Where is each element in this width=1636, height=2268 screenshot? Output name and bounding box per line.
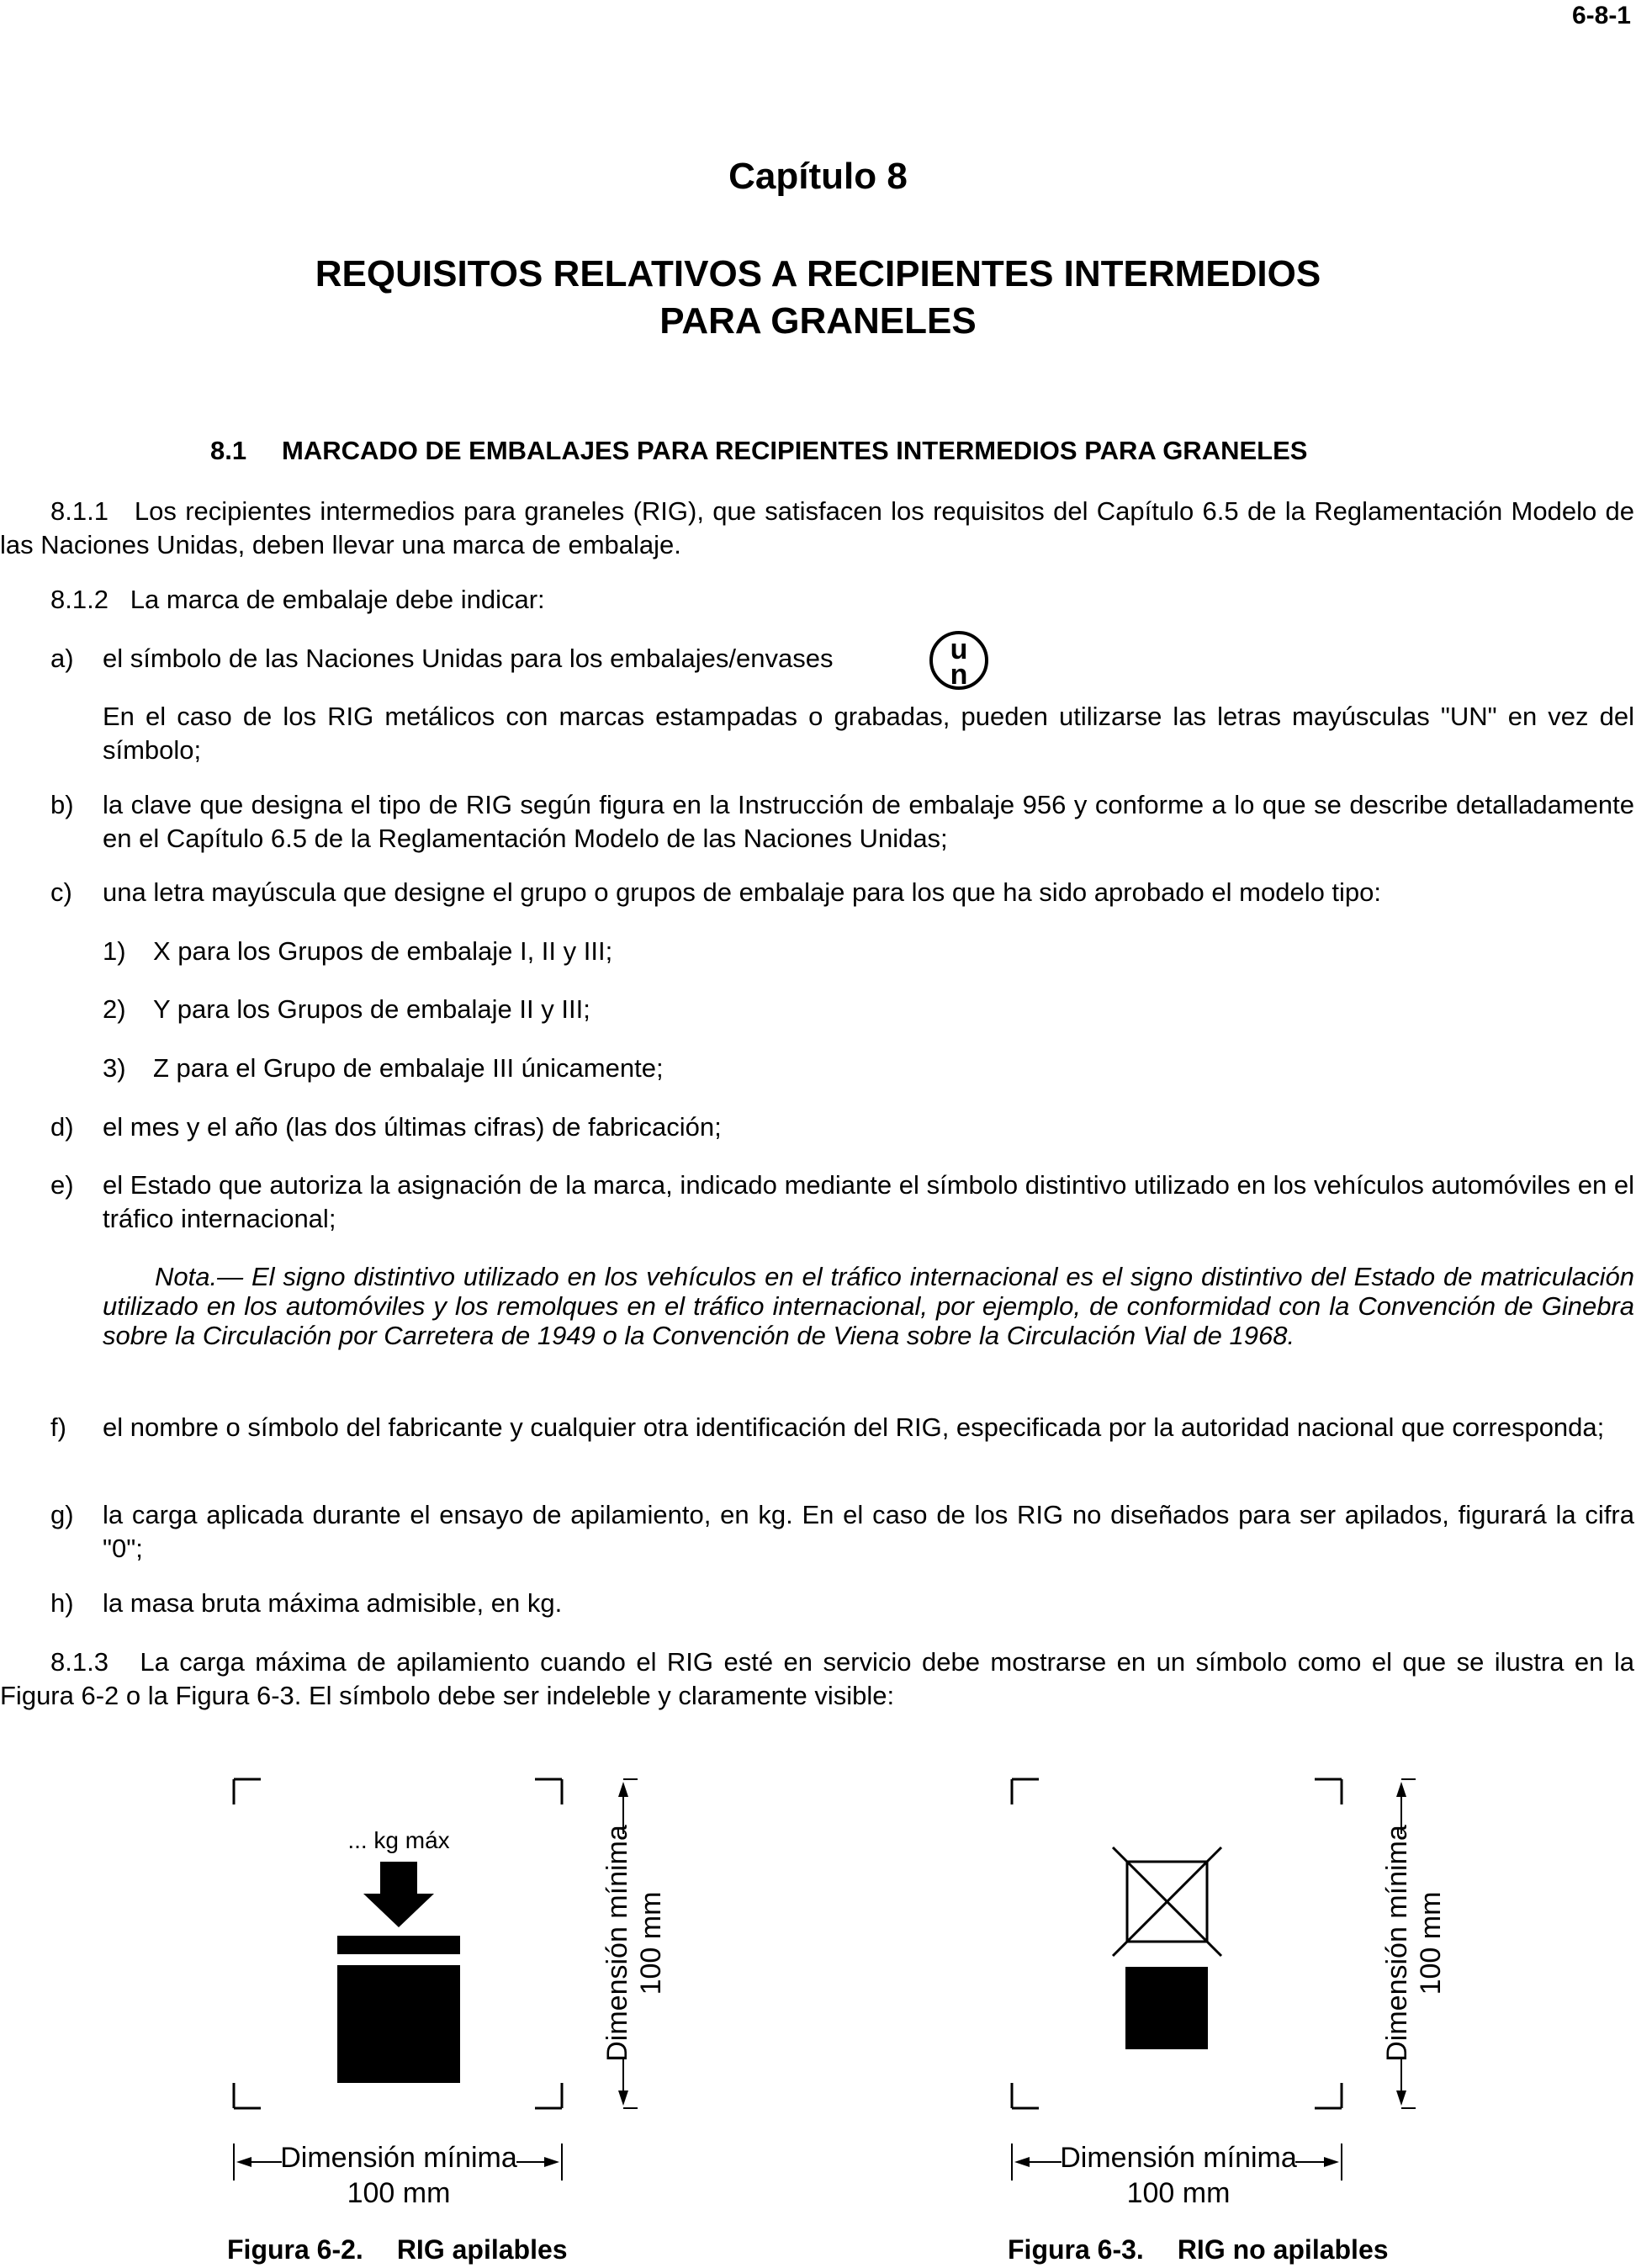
corner-mark <box>1315 1779 1342 1804</box>
dimension-arrow-down-icon <box>1396 2090 1406 2106</box>
figure-6-3 <box>1012 1779 1447 2209</box>
item-label-b: b) <box>50 790 74 819</box>
paragraph-number: 8.1.3 <box>50 1647 109 1677</box>
note-lead: Nota.— <box>155 1262 244 1291</box>
vertical-dimension-label-2: 100 mm <box>1415 1891 1447 1995</box>
item-extra-a: En el caso de los RIG metálicos con marcas estampadas o grabadas, pueden utilizarse las letras mayúsculas "UN" en vez del símbolo; <box>103 702 1634 765</box>
item-label-c: c) <box>50 877 72 907</box>
item-label-h: h) <box>50 1588 74 1618</box>
paragraph-text: Los recipientes intermedios para graneles (RIG), que satisfacen los requisitos del Capítulo 6.5 de la Reglamentación Modelo de las Naciones Unidas, deben llevar una marca de embalaje. <box>0 496 1635 559</box>
subitem-text-1: X para los Grupos de embalaje I, II y III; <box>153 936 613 966</box>
subitem-label-2: 2) <box>103 994 126 1024</box>
item-text-g: la carga aplicada durante el ensayo de apilamiento, en kg. En el caso de los RIG no diseñados para ser apilados, figurará la cifra "0"; <box>103 1500 1634 1563</box>
vertical-dimension-label-1: Dimensión mínima <box>1381 1825 1413 2062</box>
item-label-e: e) <box>50 1170 74 1200</box>
load-arrow-icon <box>363 1862 434 1927</box>
corner-mark <box>1012 2083 1039 2108</box>
item-text-e: el Estado que autoriza la asignación de la marca, indicado mediante el símbolo distintivo utilizado en los vehículos automóviles en el tráfico internacional; <box>103 1170 1634 1233</box>
title-line-1: REQUISITOS RELATIVOS A RECIPIENTES INTERMEDIOS <box>315 253 1321 294</box>
corner-mark <box>234 1779 261 1804</box>
paragraph-text: La carga máxima de apilamiento cuando el RIG esté en servicio debe mostrarse en un símbolo como el que se ilustra en la Figura 6-2 o la Figura 6-3. El símbolo debe ser indeleble y claramente visible: <box>0 1647 1634 1710</box>
vertical-dimension-label-1: Dimensión mínima <box>601 1825 633 2062</box>
item-text-h: la masa bruta máxima admisible, en kg. <box>103 1588 563 1618</box>
dimension-arrow-left-icon <box>236 2157 251 2167</box>
dimension-arrow-up-icon <box>618 1782 628 1797</box>
dimension-arrow-left-icon <box>1014 2157 1030 2167</box>
top-container-bar <box>337 1936 460 1954</box>
item-text-f: el nombre o símbolo del fabricante y cualquier otra identificación del RIG, especificada por la autoridad nacional que corresponda; <box>103 1412 1605 1442</box>
subitem-label-3: 3) <box>103 1053 126 1083</box>
item-text-c: una letra mayúscula que designe el grupo o grupos de embalaje para los que ha sido aprobado el modelo tipo: <box>103 877 1382 907</box>
item-text-b: la clave que designa el tipo de RIG según figura en la Instrucción de embalaje 956 y conforme a lo que se describe detalladamente en el Capítulo 6.5 de la Reglamentación Modelo de las Naciones Unidas; <box>103 790 1634 853</box>
caption-text: RIG no apilables <box>1177 2234 1389 2265</box>
note-text: El signo distintivo utilizado en los vehículos en el tráfico internacional es el signo distintivo del Estado de matriculación utilizado en los automóviles y los remolques en el tráfico internacional, por ejemplo, de conformidad con la Convención de Ginebra sobre la Circulación por Carretera de 1949 o la Convención de Viena sobre la Circulación Vial de 1968. <box>103 1262 1634 1350</box>
figure-6-2-caption <box>227 2234 568 2265</box>
vertical-dimension-label-2: 100 mm <box>635 1891 667 1995</box>
corner-mark <box>1012 1779 1039 1804</box>
section-number: 8.1 <box>210 436 247 465</box>
no-stacking-icon <box>1113 1847 1221 1956</box>
bottom-container-block <box>337 1965 460 2083</box>
horizontal-dimension-label-2: 100 mm <box>347 2177 451 2209</box>
horizontal-dimension-label-1: Dimensión mínima <box>1060 2142 1297 2174</box>
corner-mark <box>535 2083 562 2108</box>
un-symbol-u: u <box>950 633 968 665</box>
subitem-text-3: Z para el Grupo de embalaje III únicamente; <box>153 1053 664 1083</box>
paragraph-text: La marca de embalaje debe indicar: <box>130 585 545 614</box>
paragraph-number: 8.1.2 <box>50 585 109 614</box>
item-label-f: f) <box>50 1412 66 1442</box>
page-number: 6-8-1 <box>1571 2 1631 29</box>
dimension-arrow-up-icon <box>1396 1782 1406 1797</box>
horizontal-dimension-label-1: Dimensión mínima <box>280 2142 517 2174</box>
corner-mark <box>1315 2083 1342 2108</box>
item-label-d: d) <box>50 1112 74 1142</box>
item-text-d: el mes y el año (las dos últimas cifras) de fabricación; <box>103 1112 722 1142</box>
paragraph-number: 8.1.1 <box>50 496 109 526</box>
container-block <box>1125 1967 1208 2049</box>
dimension-arrow-down-icon <box>618 2090 628 2106</box>
caption-text: RIG apilables <box>396 2234 568 2265</box>
caption-number: Figura 6-2. <box>227 2234 363 2265</box>
item-label-g: g) <box>50 1500 74 1529</box>
title-line-2: PARA GRANELES <box>659 300 977 342</box>
figure-6-3-caption <box>1008 2234 1389 2265</box>
figure-6-2 <box>234 1779 667 2209</box>
caption-number: Figura 6-3. <box>1008 2234 1144 2265</box>
horizontal-dimension-label-2: 100 mm <box>1126 2177 1231 2209</box>
corner-mark <box>535 1779 562 1804</box>
corner-mark <box>234 2083 261 2108</box>
un-symbol-n: n <box>950 659 968 691</box>
subitem-label-1: 1) <box>103 936 126 966</box>
item-label-a: a) <box>50 644 74 673</box>
item-text-a: el símbolo de las Naciones Unidas para los embalajes/envases <box>103 644 834 673</box>
max-load-label: ... kg máx <box>347 1827 450 1853</box>
dimension-arrow-right-icon <box>544 2157 559 2167</box>
chapter-heading: Capítulo 8 <box>728 156 908 197</box>
subitem-text-2: Y para los Grupos de embalaje II y III; <box>153 994 590 1024</box>
dimension-arrow-right-icon <box>1324 2157 1339 2167</box>
section-title: MARCADO DE EMBALAJES PARA RECIPIENTES INTERMEDIOS PARA GRANELES <box>282 436 1308 465</box>
